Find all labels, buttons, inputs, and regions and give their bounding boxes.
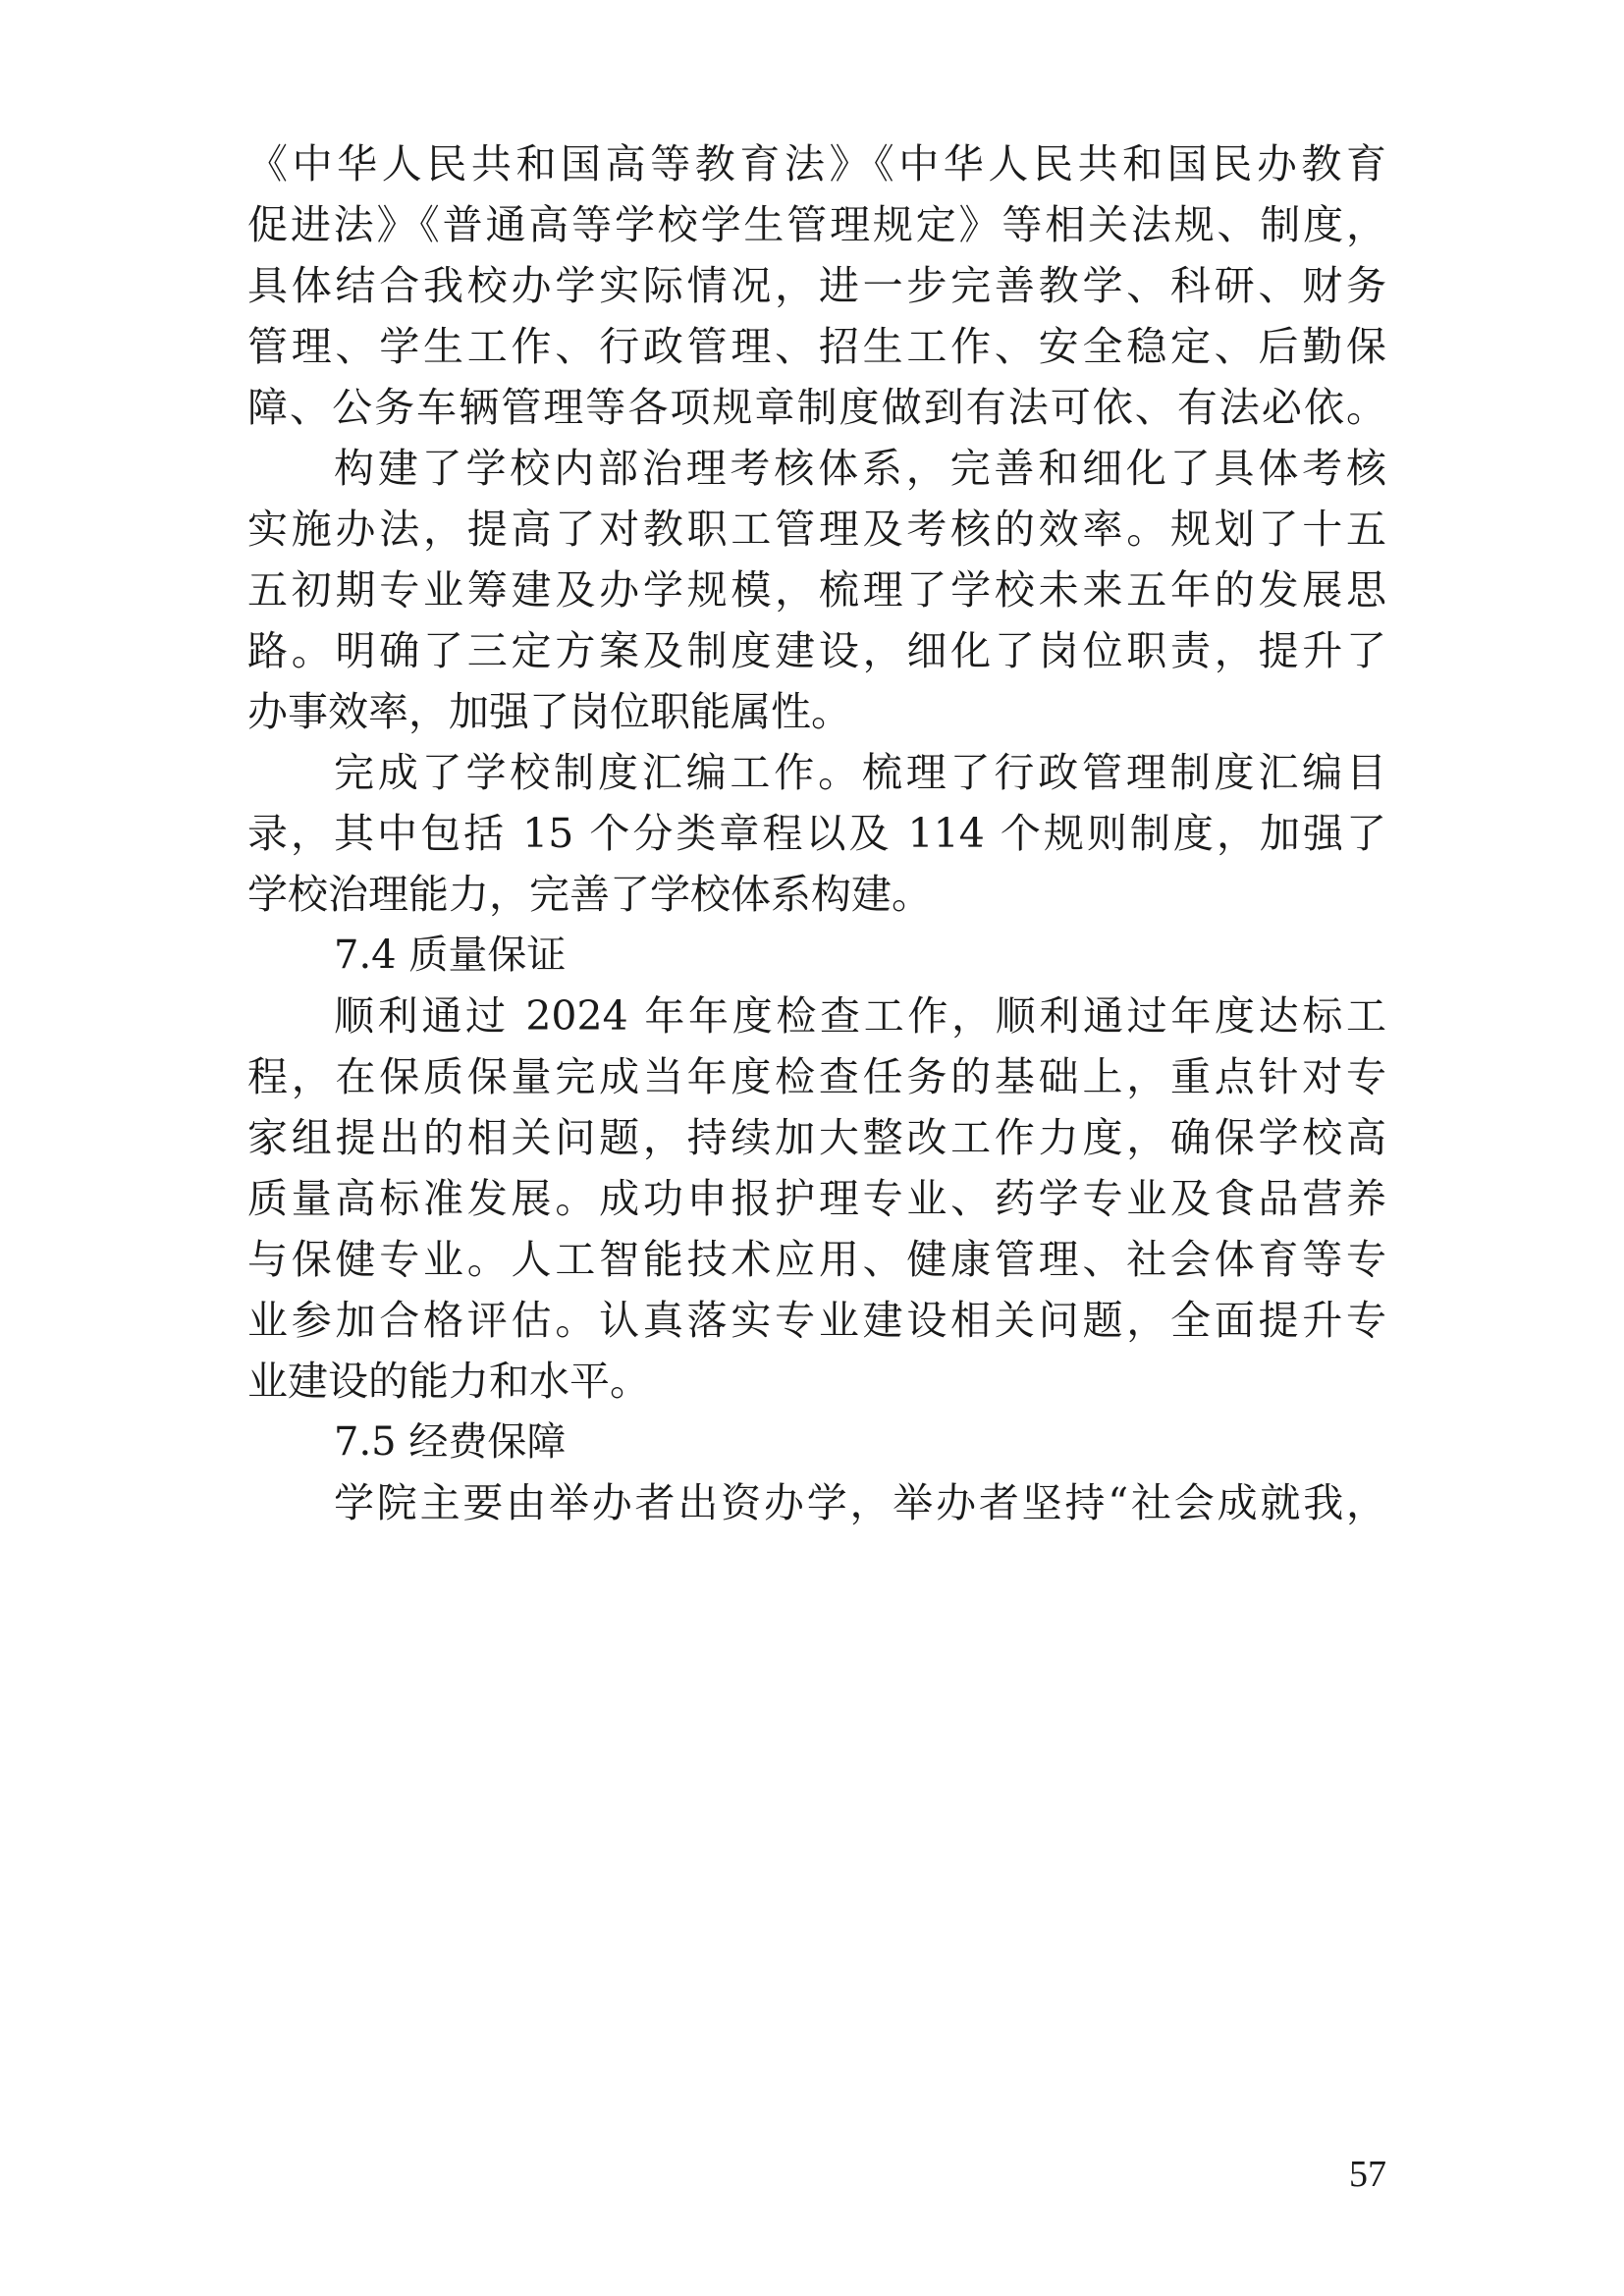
- paragraph-2-line-5: 办事效率，加强了岗位职能属性。: [247, 688, 851, 735]
- paragraph-2-line-4: 路。明确了三定方案及制度建设，细化了岗位职责，提升了: [247, 627, 1386, 674]
- paragraph-2-line-1: 构建了学校内部治理考核体系，完善和细化了具体考核: [334, 445, 1386, 492]
- paragraph-1-line-5: 障、公务车辆管理等各项规章制度做到有法可依、有法必依。: [247, 384, 1386, 431]
- section-7-5-heading: 7.5 经费保障: [334, 1419, 567, 1465]
- paragraph-1-line-1: 《中华人民共和国高等教育法》《中华人民共和国民办教育: [247, 140, 1386, 187]
- paragraph-1-line-4: 管理、学生工作、行政管理、招生工作、安全稳定、后勤保: [247, 323, 1386, 370]
- section-7-4-line-3: 家组提出的相关问题，持续加大整改工作力度，确保学校高: [247, 1114, 1386, 1161]
- section-7-4-line-5: 与保健专业。人工智能技术应用、健康管理、社会体育等专: [247, 1236, 1386, 1283]
- paragraph-2-line-2: 实施办法，提高了对教职工管理及考核的效率。规划了十五: [247, 506, 1386, 553]
- paragraph-3-line-3: 学校治理能力，完善了学校体系构建。: [247, 871, 932, 918]
- section-7-4-line-2: 程，在保质保量完成当年度检查任务的基础上，重点针对专: [247, 1053, 1386, 1100]
- paragraph-2-line-3: 五初期专业筹建及办学规模，梳理了学校未来五年的发展思: [247, 566, 1386, 614]
- paragraph-3-line-1: 完成了学校制度汇编工作。梳理了行政管理制度汇编目: [334, 749, 1386, 796]
- paragraph-3-line-2: 录，其中包括 15 个分类章程以及 114 个规则制度，加强了: [247, 810, 1386, 857]
- section-7-4-line-6: 业参加合格评估。认真落实专业建设相关问题，全面提升专: [247, 1297, 1386, 1344]
- paragraph-1-line-3: 具体结合我校办学实际情况，进一步完善教学、科研、财务: [247, 262, 1386, 309]
- section-7-5-line-1: 学院主要由举办者出资办学，举办者坚持“社会成就我，: [334, 1479, 1386, 1526]
- section-7-4-line-7: 业建设的能力和水平。: [247, 1358, 650, 1405]
- section-7-4-heading: 7.4 质量保证: [334, 933, 567, 978]
- section-7-4-line-1: 顺利通过 2024 年年度检查工作，顺利通过年度达标工: [334, 992, 1386, 1040]
- section-7-4-line-4: 质量高标准发展。成功申报护理专业、药学专业及食品营养: [247, 1175, 1386, 1222]
- page-number: 57: [1349, 2154, 1386, 2195]
- paragraph-1-line-2: 促进法》《普通高等学校学生管理规定》等相关法规、制度，: [247, 201, 1386, 248]
